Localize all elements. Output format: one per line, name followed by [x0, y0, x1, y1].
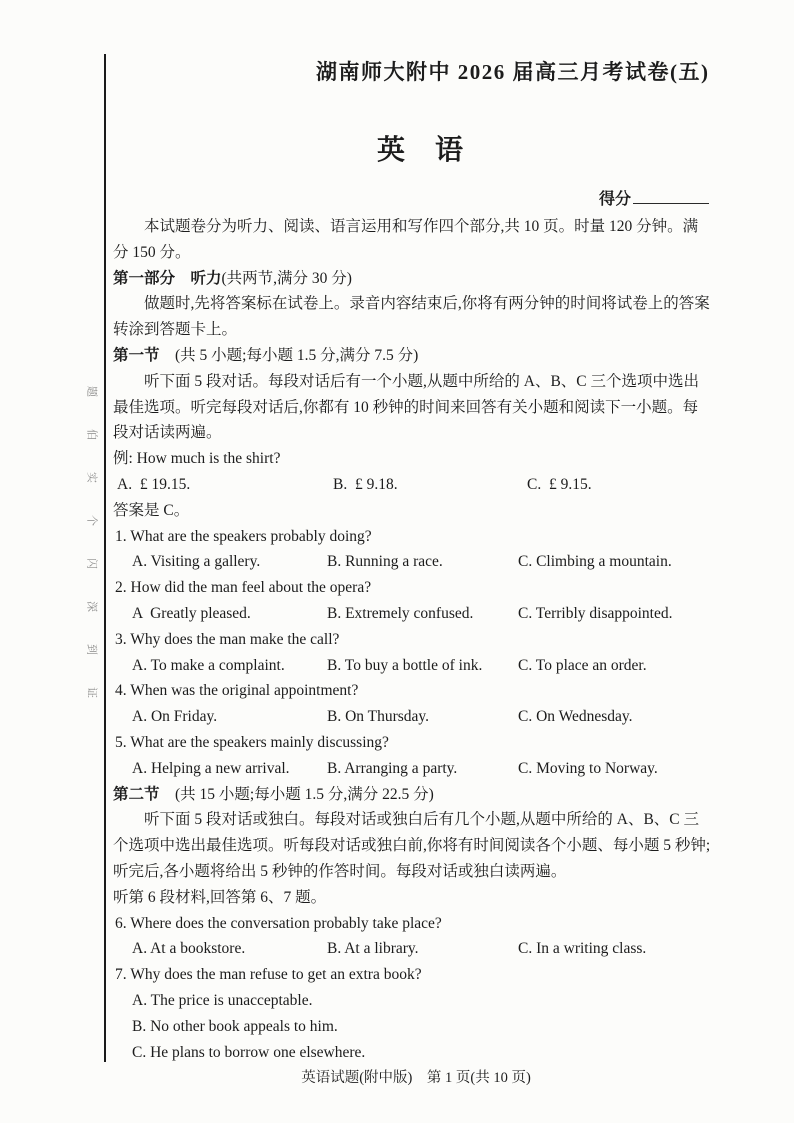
question-3-prompt: 3. Why does the man make the call?	[115, 630, 340, 648]
score-blank-line	[633, 190, 709, 204]
example-answer: 答案是 C。	[113, 501, 190, 519]
score-box	[599, 186, 709, 209]
margin-text	[82, 386, 100, 698]
example-options	[113, 472, 713, 498]
question-2-prompt: 2. How did the man feel about the opera?	[115, 579, 372, 597]
question-7-option-b: B. No other book appeals to him.	[132, 1017, 338, 1035]
question-3-option-b: B. To buy a bottle of ink.	[327, 656, 483, 674]
question-4-options	[113, 704, 713, 730]
intro-paragraph: 本试题卷分为听力、阅读、语言运用和写作四个部分,共 10 页。时量 120 分钟。满分 150 分。	[113, 218, 699, 261]
question-7-option-c: C. He plans to borrow one elsewhere.	[132, 1043, 366, 1061]
question-6-option-b: B. At a library.	[327, 940, 419, 958]
question-3-options	[113, 653, 713, 679]
section1-instructions: 听下面 5 段对话。每段对话后有一个小题,从题中所给的 A、B、C 三个选项中选出最佳选项。听完每段对话后,你都有 10 秒钟的时间来回答有关小题和阅读下一小题。每段对话读两遍。	[113, 372, 699, 442]
question-6-prompt: 6. Where does the conversation probably take place?	[115, 914, 442, 932]
margin-char: 闪	[85, 558, 98, 569]
part1-note: 做题时,先将答案标在试卷上。录音内容结束后,你将有两分钟的时间将试卷上的答案转涂到答题卡上。	[113, 295, 710, 339]
binding-line	[104, 54, 106, 1062]
section2-heading	[113, 782, 713, 808]
score-label: 得分	[599, 191, 632, 208]
section2-heading-rest: (共 15 小题;每小题 1.5 分,满分 22.5 分)	[159, 785, 434, 803]
question-1-options	[113, 549, 713, 575]
section2-heading-bold: 第二节	[113, 785, 160, 803]
question-4-option-c: C. On Wednesday.	[518, 708, 633, 726]
question-2-option-c: C. Terribly disappointed.	[518, 604, 673, 622]
margin-char: 证	[85, 687, 98, 698]
question-6-option-a: A. At a bookstore.	[132, 940, 246, 958]
question-5-option-c: C. Moving to Norway.	[518, 759, 658, 777]
section2-material-note: 听第 6 段材料,回答第 6、7 题。	[113, 888, 327, 906]
example-option-b: B. £ 9.18.	[333, 475, 398, 493]
margin-char: 伯	[85, 429, 98, 440]
section2-instructions: 听下面 5 段对话或独白。每段对话或独白后有几个小题,从题中所给的 A、B、C 三个选项中选出最佳选项。听每段对话或独白前,你将有时间阅读各个小题、每小题 5 秒钟;听完后,各小题将给出 5 秒钟的作答时间。每段对话或独白读两遍。	[113, 811, 711, 880]
margin-char: 题	[85, 386, 98, 397]
margin-char: 到	[85, 644, 98, 655]
question-5-option-b: B. Arranging a party.	[327, 759, 458, 777]
example-option-a: A. £ 19.15.	[117, 475, 191, 493]
margin-char: 个	[85, 515, 98, 526]
question-5-option-a: A. Helping a new arrival.	[132, 759, 290, 777]
section1-heading-rest: (共 5 小题;每小题 1.5 分,满分 7.5 分)	[159, 346, 419, 364]
exam-header-title: 湖南师大附中 2026 届高三月考试卷(五)	[316, 60, 710, 84]
margin-char: 深	[85, 601, 98, 612]
question-3-option-a: A. To make a complaint.	[132, 656, 285, 674]
page-footer: 英语试题(附中版) 第 1 页(共 10 页)	[301, 1070, 531, 1086]
question-2-options	[113, 601, 713, 627]
question-7-option-a: A. The price is unacceptable.	[132, 991, 313, 1009]
question-1-option-c: C. Climbing a mountain.	[518, 553, 672, 571]
question-4-option-b: B. On Thursday.	[327, 708, 430, 726]
question-2-option-b: B. Extremely confused.	[327, 604, 474, 622]
question-4-option-a: A. On Friday.	[132, 708, 218, 726]
margin-char: 实	[85, 472, 98, 483]
question-4-prompt: 4. When was the original appointment?	[115, 682, 359, 700]
question-1-option-a: A. Visiting a gallery.	[132, 553, 261, 571]
subject-title: 英 语	[377, 135, 465, 166]
exam-body	[113, 214, 713, 1065]
question-1-prompt: 1. What are the speakers probably doing?	[115, 527, 372, 545]
example-prompt: 例: How much is the shirt?	[113, 450, 281, 468]
question-6-options	[113, 936, 713, 962]
section1-heading-bold: 第一节	[113, 346, 160, 364]
section1-heading	[113, 343, 713, 369]
part1-heading-bold: 第一部分 听力	[113, 269, 222, 287]
question-2-option-a: A Greatly pleased.	[132, 604, 251, 622]
question-7-prompt: 7. Why does the man refuse to get an extra book?	[115, 966, 422, 984]
part1-heading-rest: (共两节,满分 30 分)	[221, 269, 352, 287]
question-1-option-b: B. Running a race.	[327, 553, 443, 571]
example-option-c: C. £ 9.15.	[527, 475, 592, 493]
question-3-option-c: C. To place an order.	[518, 656, 647, 674]
question-5-prompt: 5. What are the speakers mainly discussing?	[115, 733, 389, 751]
part1-heading	[113, 266, 713, 292]
question-5-options	[113, 756, 713, 782]
question-6-option-c: C. In a writing class.	[518, 940, 647, 958]
